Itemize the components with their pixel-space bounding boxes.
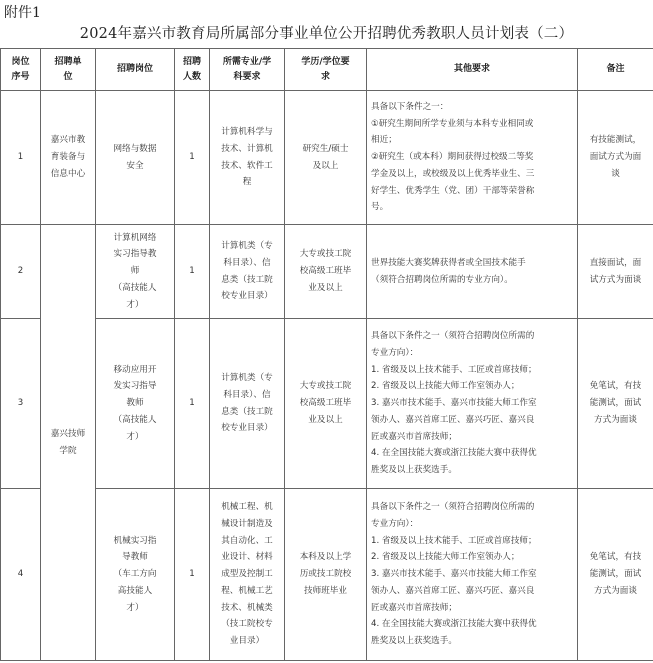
cell-note bbox=[578, 319, 653, 489]
cell-text-line: 业设计、材料 bbox=[221, 552, 273, 563]
cell-text-line: 计算机类（专 bbox=[221, 373, 273, 383]
table-row bbox=[1, 225, 653, 319]
requirement-line: 2. 省级及以上技能大师工作室领办人； bbox=[371, 381, 520, 392]
cell-text-line: 息类（技工院 bbox=[221, 274, 273, 285]
cell-text-line: 才） bbox=[126, 602, 144, 613]
cell-unit-merged bbox=[41, 225, 96, 661]
cell-text-line: 科目录）、信 bbox=[223, 389, 271, 400]
cell-text-line: 1 bbox=[189, 398, 195, 409]
requirement-line: ②研究生（或本科）期间获得过校级二等奖 bbox=[371, 152, 534, 163]
requirement-line: 1. 省级及以上技术能手、工匠或首席技师； bbox=[371, 364, 537, 375]
header-note bbox=[578, 49, 653, 91]
cell-text-line: 能测试，面试 bbox=[589, 569, 642, 580]
cell-text-line: 所需专业/学 bbox=[222, 57, 272, 68]
cell-note bbox=[578, 225, 653, 319]
cell-text-line: 程 bbox=[242, 177, 252, 188]
cell-text-line: 序号 bbox=[11, 71, 30, 82]
cell-text-line: 计算机网络 bbox=[113, 232, 157, 243]
cell-text-line: 育装备与 bbox=[50, 152, 86, 163]
cell-other-requirements bbox=[367, 489, 578, 661]
cell-text-line: 历或技工院校 bbox=[299, 569, 352, 580]
requirement-line: 领办人、嘉兴首席工匠、嘉兴巧匠、嘉兴良 bbox=[371, 414, 535, 425]
requirement-line: 3. 嘉兴市技术能手、嘉兴市技能大师工作室 bbox=[371, 398, 537, 409]
cell-text-line: 才） bbox=[126, 431, 144, 442]
cell-text-line: 招聘单 bbox=[54, 57, 82, 68]
requirement-line: 相近； bbox=[371, 135, 397, 146]
cell-major bbox=[210, 225, 285, 319]
cell-text-line: 技术、软件工 bbox=[221, 160, 273, 171]
cell-seq bbox=[1, 225, 41, 319]
cell-text-line: 1 bbox=[189, 152, 195, 163]
cell-text-line: （车工方向 bbox=[113, 569, 157, 580]
cell-text-line: 研究生/硕士 bbox=[302, 143, 349, 154]
cell-position bbox=[96, 319, 175, 489]
cell-seq bbox=[1, 319, 41, 489]
cell-text-line: 程、机械工艺 bbox=[221, 585, 273, 596]
cell-text-line: 安全 bbox=[126, 160, 144, 171]
cell-text-line: 免笔试，有技 bbox=[589, 552, 642, 563]
cell-text-line: 位 bbox=[63, 71, 73, 82]
cell-text-line: （技工院校专 bbox=[221, 619, 273, 630]
cell-text-line: 面试方式为面 bbox=[589, 152, 642, 163]
cell-text-line: 方式为面谈 bbox=[594, 414, 637, 425]
cell-text-line: 2 bbox=[17, 266, 24, 277]
cell-text-line: 导教师 bbox=[122, 552, 148, 563]
cell-text-line: 3 bbox=[17, 398, 24, 409]
cell-text-line: 招聘岗位 bbox=[116, 64, 153, 75]
cell-text-line: 有技能测试， bbox=[589, 135, 642, 146]
cell-text-line: 校高级工班毕 bbox=[299, 398, 352, 409]
cell-text-line: 教师 bbox=[126, 398, 144, 409]
cell-text-line: 免笔试，有技 bbox=[589, 381, 642, 392]
cell-text-line: 其自动化、工 bbox=[221, 535, 273, 546]
cell-text-line: （高技能人 bbox=[113, 282, 157, 293]
cell-note bbox=[578, 489, 653, 661]
requirement-line: 学金及以上，或校级及以上优秀毕业生、三 bbox=[371, 168, 535, 179]
cell-note bbox=[578, 91, 653, 225]
header-count bbox=[175, 49, 210, 91]
cell-text-line: 业及以上 bbox=[308, 414, 343, 425]
cell-text-line: 招聘 bbox=[182, 57, 201, 68]
cell-text-line: 高技能人 bbox=[117, 585, 153, 596]
page-title: 2024年嘉兴市教育局所属部分事业单位公开招聘优秀教职人员计划表（二） bbox=[79, 26, 574, 42]
cell-text-line: 科目录）、信 bbox=[223, 257, 271, 268]
cell-text-line: 学院 bbox=[59, 445, 77, 456]
requirement-line: 领办人、嘉兴首席工匠、嘉兴巧匠、嘉兴良 bbox=[371, 585, 535, 596]
cell-text-line: （高技能人 bbox=[113, 414, 157, 425]
cell-position bbox=[96, 225, 175, 319]
header-row bbox=[1, 49, 653, 91]
cell-degree bbox=[285, 91, 367, 225]
cell-text-line: 4 bbox=[17, 569, 24, 580]
cell-text-line: 备注 bbox=[606, 64, 625, 75]
cell-major bbox=[210, 489, 285, 661]
header-seq bbox=[1, 49, 41, 91]
requirement-line: 号。 bbox=[371, 202, 389, 213]
cell-text-line: 校专业目录） bbox=[221, 291, 273, 302]
cell-text-line: 岗位 bbox=[11, 57, 30, 68]
cell-text-line: 嘉兴市教 bbox=[50, 135, 86, 146]
cell-text-line: 1 bbox=[189, 569, 195, 580]
cell-text-line: 及以上 bbox=[312, 160, 339, 171]
cell-other-requirements bbox=[367, 225, 578, 319]
cell-seq bbox=[1, 489, 41, 661]
requirement-line: ①研究生期间所学专业须与本科专业相同或 bbox=[371, 118, 534, 129]
cell-position bbox=[96, 91, 175, 225]
cell-text-line: 能测试，面试 bbox=[589, 398, 642, 409]
requirement-line: 匠或嘉兴市首席技师； bbox=[371, 431, 457, 442]
cell-text-line: 其他要求 bbox=[453, 64, 490, 75]
cell-degree bbox=[285, 489, 367, 661]
cell-text-line: 网络与数据 bbox=[113, 143, 157, 154]
header-position bbox=[96, 49, 175, 91]
cell-text-line: 计算机类（专 bbox=[221, 241, 273, 251]
cell-text-line: 方式为面谈 bbox=[594, 585, 637, 596]
table-row bbox=[1, 489, 653, 661]
cell-other-requirements bbox=[367, 319, 578, 489]
cell-text-line: 大专或技工院 bbox=[299, 381, 352, 392]
requirement-line: 匠或嘉兴市首席技师； bbox=[371, 602, 457, 613]
cell-text-line: 嘉兴技师 bbox=[50, 428, 86, 439]
cell-major bbox=[210, 91, 285, 225]
cell-unit bbox=[41, 91, 96, 225]
requirement-line: 3. 嘉兴市技术能手、嘉兴市技能大师工作室 bbox=[371, 569, 537, 580]
cell-text-line: 校专业目录） bbox=[221, 423, 273, 434]
requirement-line: 胜奖及以上获奖选手。 bbox=[371, 636, 457, 647]
cell-text-line: 求 bbox=[320, 71, 330, 82]
requirement-line: 具备以下条件之一（须符合招聘岗位所需的 bbox=[371, 331, 535, 342]
cell-text-line: 人数 bbox=[182, 71, 201, 82]
cell-text-line: 信息中心 bbox=[50, 168, 86, 179]
attachment-label: 附件1 bbox=[4, 5, 41, 21]
cell-text-line: 试方式为面谈 bbox=[589, 274, 642, 285]
cell-text-line: 息类（技工院 bbox=[221, 406, 273, 417]
cell-text-line: 学历/学位要 bbox=[301, 57, 350, 68]
cell-seq bbox=[1, 91, 41, 225]
cell-text-line: 科要求 bbox=[233, 71, 261, 82]
header-degree bbox=[285, 49, 367, 91]
cell-text-line: 本科及以上学 bbox=[299, 552, 352, 563]
cell-text-line: 成型及控制工 bbox=[221, 569, 273, 580]
cell-text-line: 技师班毕业 bbox=[304, 585, 347, 596]
requirement-line: 专业方向）： bbox=[371, 518, 419, 529]
cell-count bbox=[175, 319, 210, 489]
header-other bbox=[367, 49, 578, 91]
cell-text-line: 发实习指导 bbox=[113, 381, 157, 392]
cell-text-line: 师 bbox=[130, 266, 140, 277]
cell-text-line: 机械实习指 bbox=[113, 535, 157, 546]
cell-other-requirements bbox=[367, 91, 578, 225]
requirement-line: 世界技能大赛奖牌获得者或全国技术能手 bbox=[371, 257, 526, 268]
requirement-line: 好学生、优秀学生（党、团）干部等荣誉称 bbox=[371, 185, 535, 196]
cell-count bbox=[175, 225, 210, 319]
table-row bbox=[1, 91, 653, 225]
requirement-line: 2. 省级及以上技能大师工作室领办人； bbox=[371, 552, 520, 563]
requirement-line: 4. 在全国技能大赛或浙江技能大赛中获得优 bbox=[371, 448, 537, 459]
requirement-line: 专业方向）： bbox=[371, 347, 419, 358]
cell-text-line: 械设计制造及 bbox=[221, 518, 273, 529]
cell-text-line: 业及以上 bbox=[308, 282, 343, 293]
cell-degree bbox=[285, 319, 367, 489]
cell-position bbox=[96, 489, 175, 661]
cell-text-line: 计算机科学与 bbox=[221, 127, 273, 137]
table-row bbox=[1, 319, 653, 489]
cell-text-line: 直接面试，面 bbox=[589, 257, 642, 268]
cell-count bbox=[175, 91, 210, 225]
requirement-line: （须符合招聘岗位所需的专业方向）。 bbox=[371, 274, 513, 285]
cell-text-line: 技术、计算机 bbox=[221, 143, 273, 154]
cell-text-line: 大专或技工院 bbox=[299, 249, 352, 260]
header-unit bbox=[41, 49, 96, 91]
requirement-line: 具备以下条件之一： bbox=[371, 101, 449, 112]
cell-major bbox=[210, 319, 285, 489]
requirement-line: 1. 省级及以上技术能手、工匠或首席技师； bbox=[371, 535, 537, 546]
cell-count bbox=[175, 489, 210, 661]
cell-text-line: 技术、机械类 bbox=[221, 602, 273, 613]
cell-text-line: 才） bbox=[126, 299, 144, 310]
cell-text-line: 1 bbox=[189, 266, 195, 277]
requirement-line: 具备以下条件之一（须符合招聘岗位所需的 bbox=[371, 502, 535, 513]
cell-text-line: 移动应用开 bbox=[113, 364, 157, 375]
cell-text-line: 实习指导教 bbox=[113, 249, 157, 260]
requirement-line: 4. 在全国技能大赛或浙江技能大赛中获得优 bbox=[371, 619, 537, 630]
header-major bbox=[210, 49, 285, 91]
cell-text-line: 谈 bbox=[611, 168, 620, 179]
cell-text-line: 业目录） bbox=[229, 636, 265, 647]
requirement-line: 胜奖及以上获奖选手。 bbox=[371, 465, 457, 476]
cell-degree bbox=[285, 225, 367, 319]
cell-text-line: 校高级工班毕 bbox=[299, 266, 352, 277]
cell-text-line: 1 bbox=[17, 152, 24, 163]
cell-text-line: 机械工程、机 bbox=[221, 502, 273, 513]
recruitment-plan-table bbox=[0, 48, 653, 661]
